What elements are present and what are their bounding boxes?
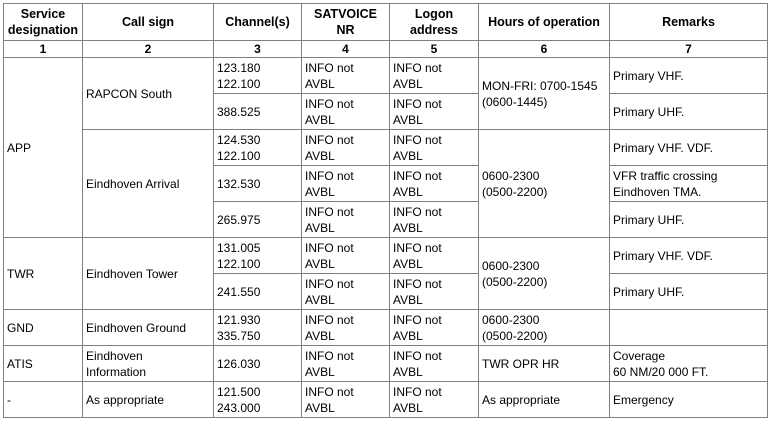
channel-cell: 265.975: [214, 202, 302, 238]
header-logon-address: Logon address: [390, 4, 479, 41]
logon-cell: INFO not AVBL: [390, 382, 479, 418]
column-number: 5: [390, 41, 479, 58]
channel-cell: 241.550: [214, 274, 302, 310]
satvoice-cell: INFO not AVBL: [302, 382, 390, 418]
channel-cell: [214, 130, 302, 166]
remarks-cell: Primary VHF. VDF.: [610, 238, 768, 274]
column-number: 1: [4, 41, 83, 58]
satvoice-cell: INFO not AVBL: [302, 346, 390, 382]
call-sign-eindhoven-arrival: Eindhoven Arrival: [83, 130, 214, 238]
column-number: 2: [83, 41, 214, 58]
channel-cell: [214, 238, 302, 274]
header-remarks: Remarks: [610, 4, 768, 41]
logon-cell: INFO not AVBL: [390, 274, 479, 310]
hours-atis: TWR OPR HR: [479, 346, 610, 382]
channel-cell: [214, 310, 302, 346]
logon-cell: INFO not AVBL: [390, 310, 479, 346]
channel-value: 121.930: [217, 312, 261, 327]
satvoice-cell: INFO not AVBL: [302, 166, 390, 202]
header-call-sign: Call sign: [83, 4, 214, 41]
satvoice-cell: INFO not AVBL: [302, 130, 390, 166]
table-row: [4, 238, 768, 274]
service-app: APP: [4, 58, 83, 238]
remarks-cell: Emergency: [610, 382, 768, 418]
call-sign-as-appropriate: As appropriate: [83, 382, 214, 418]
satvoice-cell: INFO not AVBL: [302, 202, 390, 238]
logon-cell: INFO not AVBL: [390, 166, 479, 202]
remarks-cell: Primary UHF.: [610, 202, 768, 238]
call-sign-rapcon-south: RAPCON South: [83, 58, 214, 130]
satvoice-cell: INFO not AVBL: [302, 310, 390, 346]
hours-eindhoven-ground: 0600-2300 (0500-2200): [479, 310, 610, 346]
table-row: [4, 346, 768, 382]
channel-value: 121.500: [217, 384, 261, 399]
channel-cell: [214, 58, 302, 94]
logon-cell: INFO not AVBL: [390, 202, 479, 238]
hours-eindhoven-tower: 0600-2300 (0500-2200): [479, 238, 610, 310]
logon-cell: INFO not AVBL: [390, 346, 479, 382]
hours-as-appropriate: As appropriate: [479, 382, 610, 418]
header-row: [4, 4, 768, 41]
header-satvoice-nr: SATVOICE NR: [302, 4, 390, 41]
table-row: [4, 130, 768, 166]
channel-value: 123.180: [217, 60, 261, 75]
service-atis: ATIS: [4, 346, 83, 382]
header-hours-of-operation: Hours of operation: [479, 4, 610, 41]
service-twr: TWR: [4, 238, 83, 310]
column-number: 4: [302, 41, 390, 58]
table-row: [4, 382, 768, 418]
logon-cell: INFO not AVBL: [390, 94, 479, 130]
column-number: 6: [479, 41, 610, 58]
satvoice-cell: INFO not AVBL: [302, 94, 390, 130]
satvoice-cell: INFO not AVBL: [302, 238, 390, 274]
call-sign-eindhoven-information: Eindhoven Information: [83, 346, 214, 382]
service-gnd: GND: [4, 310, 83, 346]
channel-value: 124.530: [217, 132, 261, 147]
column-number-row: [4, 41, 768, 58]
logon-cell: INFO not AVBL: [390, 238, 479, 274]
channel-cell: 132.530: [214, 166, 302, 202]
header-channels: Channel(s): [214, 4, 302, 41]
column-number: 3: [214, 41, 302, 58]
channel-value: 122.100: [217, 256, 261, 271]
hours-rapcon-south: MON-FRI: 0700-1545 (0600-1445): [479, 58, 610, 130]
service-other: -: [4, 382, 83, 418]
logon-cell: INFO not AVBL: [390, 130, 479, 166]
remarks-cell: Primary UHF.: [610, 274, 768, 310]
channel-value: 243.000: [217, 400, 261, 415]
atc-communication-facilities-table: [3, 3, 768, 418]
hours-eindhoven-arrival: 0600-2300 (0500-2200): [479, 130, 610, 238]
channel-cell: [214, 382, 302, 418]
call-sign-eindhoven-ground: Eindhoven Ground: [83, 310, 214, 346]
remarks-cell: VFR traffic crossing Eindhoven TMA.: [610, 166, 768, 202]
channel-value: 122.100: [217, 148, 261, 163]
table-row: [4, 310, 768, 346]
channel-cell: 126.030: [214, 346, 302, 382]
header-service-designation: Service designation: [4, 4, 83, 41]
remarks-cell: Primary VHF.: [610, 58, 768, 94]
satvoice-cell: INFO not AVBL: [302, 274, 390, 310]
table-row: [4, 58, 768, 94]
channel-cell: 388.525: [214, 94, 302, 130]
remarks-cell: Primary VHF. VDF.: [610, 130, 768, 166]
remarks-cell: [610, 310, 768, 346]
call-sign-eindhoven-tower: Eindhoven Tower: [83, 238, 214, 310]
remarks-cell: Primary UHF.: [610, 94, 768, 130]
channel-value: 335.750: [217, 328, 261, 343]
satvoice-cell: INFO not AVBL: [302, 58, 390, 94]
channel-value: 122.100: [217, 76, 261, 91]
logon-cell: INFO not AVBL: [390, 58, 479, 94]
column-number: 7: [610, 41, 768, 58]
channel-value: 131.005: [217, 240, 261, 255]
remarks-cell: Coverage 60 NM/20 000 FT.: [610, 346, 768, 382]
